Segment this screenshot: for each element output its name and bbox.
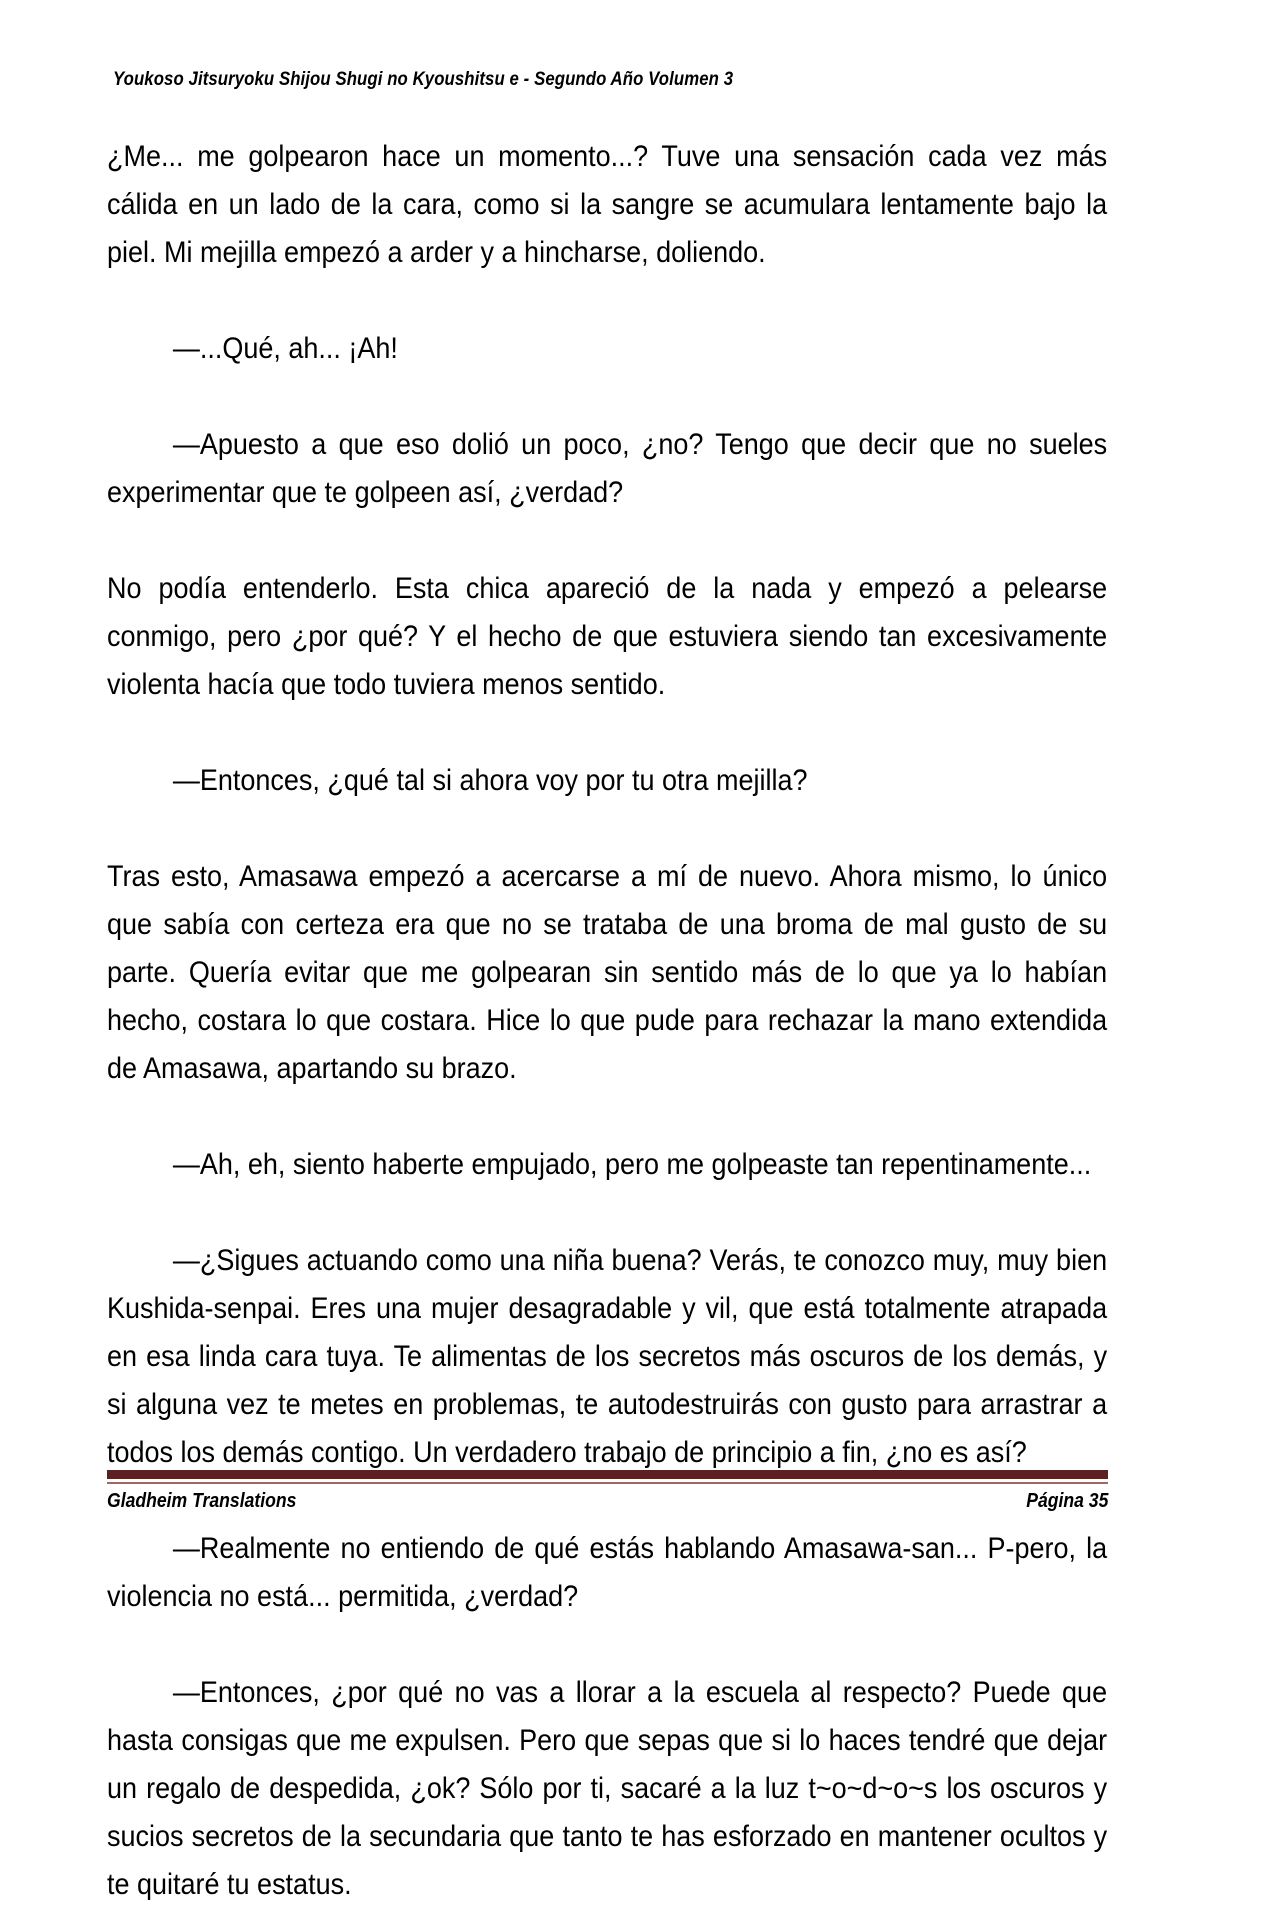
footer-rule-thick [107,1470,1108,1479]
running-header-title: Youkoso Jitsuryoku Shijou Shugi no Kyoushitsu e - Segundo Año Volumen 3 [113,68,734,90]
paragraph-p1: ¿Me... me golpearon hace un momento...? Tuve una sensación cada vez más cálida en un lado de la cara, como si la sangre se acumulara lentamente bajo la piel. Mi mejilla empezó a arder y a hincharse, doliendo. [107,140,1108,269]
footer-row [107,1490,1108,1513]
footer-page-number: Página 35 [1025,1490,1108,1512]
footer-rule-thin [107,1482,1108,1484]
footer-translation-credit: Gladheim Translations [107,1490,297,1512]
paragraph-p10: —Entonces, ¿por qué no vas a llorar a la escuela al respecto? Puede que hasta consigas que me expulsen. Pero que sepas que si lo haces tendré que dejar un regalo de despedida, ¿ok? Sólo por ti, sacaré a la luz t~o~d~o~s los oscuros y sucios secretos de la secundaria que tanto te has esforzado en mantener ocultos y te quitaré tu estatus. [107,1676,1108,1901]
paragraph-p6: Tras esto, Amasawa empezó a acercarse a mí de nuevo. Ahora mismo, lo único que sabía con certeza era que no se trataba de una broma de mal gusto de su parte. Quería evitar que me golpearan sin sentido más de lo que ya lo habían hecho, costara lo que costara. Hice lo que pude para rechazar la mano extendida de Amasawa, apartando su brazo. [107,860,1108,1085]
paragraph-p9: —Realmente no entiendo de qué estás hablando Amasawa-san... P-pero, la violencia no está... permitida, ¿verdad? [107,1532,1108,1613]
paragraph-p5: —Entonces, ¿qué tal si ahora voy por tu otra mejilla? [172,764,808,797]
paragraph-p8: —¿Sigues actuando como una niña buena? Verás, te conozco muy, muy bien Kushida-senpai. Eres una mujer desagradable y vil, que está totalmente atrapada en esa linda cara tuya. Te alimentas de los secretos más oscuros de los demás, y si alguna vez te metes en problemas, te autodestruirás con gusto para arrastrar a todos los demás contigo. Un verdadero trabajo de principio a fin, ¿no es así? [107,1244,1108,1469]
paragraph-p3: —Apuesto a que eso dolió un poco, ¿no? Tengo que decir que no sueles experimentar que te golpeen así, ¿verdad? [107,428,1108,509]
paragraph-p4: No podía entenderlo. Esta chica apareció de la nada y empezó a pelearse conmigo, pero ¿por qué? Y el hecho de que estuviera siendo tan excesivamente violenta hacía que todo tuviera menos sentido. [107,572,1108,701]
paragraph-p7: —Ah, eh, siento haberte empujado, pero me golpeaste tan repentinamente... [172,1148,1092,1181]
page-footer [107,1470,1108,1565]
paragraph-p2: —...Qué, ah... ¡Ah! [172,332,398,365]
body-text-column [107,133,1107,1909]
